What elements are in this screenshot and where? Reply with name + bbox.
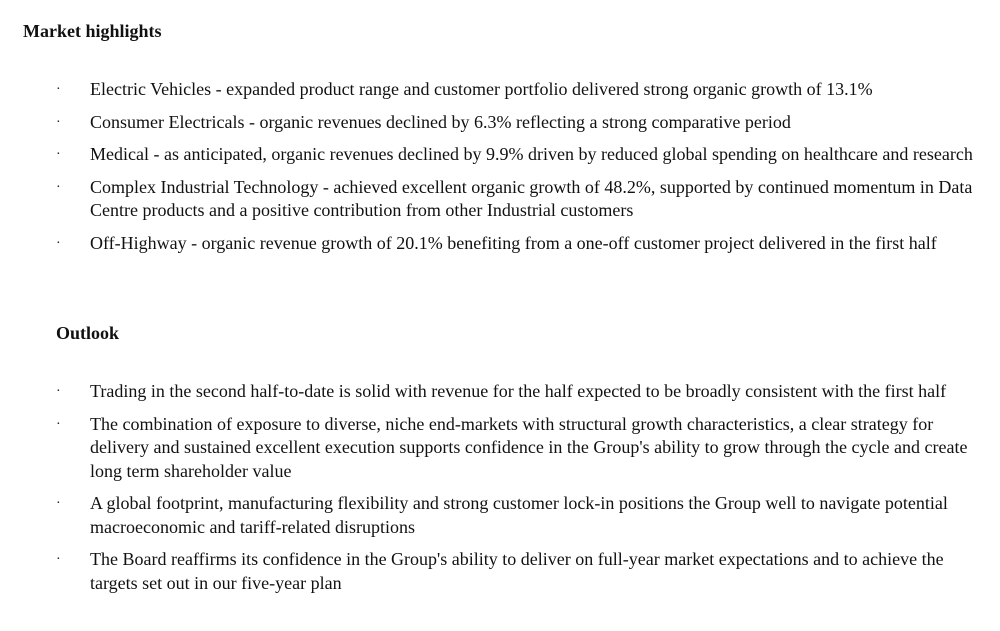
list-item [0, 143, 1000, 167]
market-highlights-list [0, 78, 1000, 264]
bullet-icon: · [56, 82, 61, 97]
list-item [0, 380, 1000, 404]
bullet-icon: · [56, 114, 61, 130]
list-item-text: Electric Vehicles - expanded product range and customer portfolio delivered strong organic growth of 13.1% [90, 79, 873, 99]
market-highlights-heading: Market highlights [23, 21, 162, 41]
list-item-text: A global footprint, manufacturing flexibility and strong customer lock-in positions the Group well to navigate potential macroeconomic and tariff-related disruptions [90, 493, 948, 537]
list-item [0, 232, 1000, 256]
list-item-text: The Board reaffirms its confidence in the Group's ability to deliver on full-year market expectations and to achieve the targets set out in our five-year plan [90, 549, 944, 593]
bullet-icon: · [56, 496, 61, 511]
outlook-heading: Outlook [56, 323, 120, 343]
list-item-text: Off-Highway - organic revenue growth of 20.1% benefiting from a one-off customer project delivered in the first half [90, 232, 937, 253]
bullet-icon: · [56, 235, 61, 251]
list-item [0, 111, 1000, 135]
bullet-icon: · [56, 147, 61, 162]
list-item [0, 548, 1000, 595]
list-item [0, 176, 1000, 223]
list-item-text: The combination of exposure to diverse, niche end-markets with structural growth characteristics, a clear strategy for delivery and sustained excellent execution supports confidence in the Group's ability to grow through the cycle and create long term shareholder value [90, 413, 968, 481]
bullet-icon: · [56, 552, 61, 567]
list-item-text: Trading in the second half-to-date is solid with revenue for the half expected to be broadly consistent with the first half [90, 381, 947, 401]
list-item [0, 413, 1000, 484]
list-item [0, 492, 1000, 539]
bullet-icon: · [56, 384, 61, 399]
outlook-list [0, 380, 1000, 604]
list-item-text: Consumer Electricals - organic revenues declined by 6.3% reflecting a strong comparative period [90, 111, 791, 132]
bullet-icon: · [56, 416, 61, 432]
list-item-text: Medical - as anticipated, organic revenues declined by 9.9% driven by reduced global spending on healthcare and research [90, 144, 973, 164]
list-item [0, 78, 1000, 102]
list-item-text: Complex Industrial Technology - achieved excellent organic growth of 48.2%, supported by continued momentum in Data Centre products and a positive contribution from other Industrial customers [90, 176, 973, 220]
bullet-icon: · [56, 179, 61, 195]
